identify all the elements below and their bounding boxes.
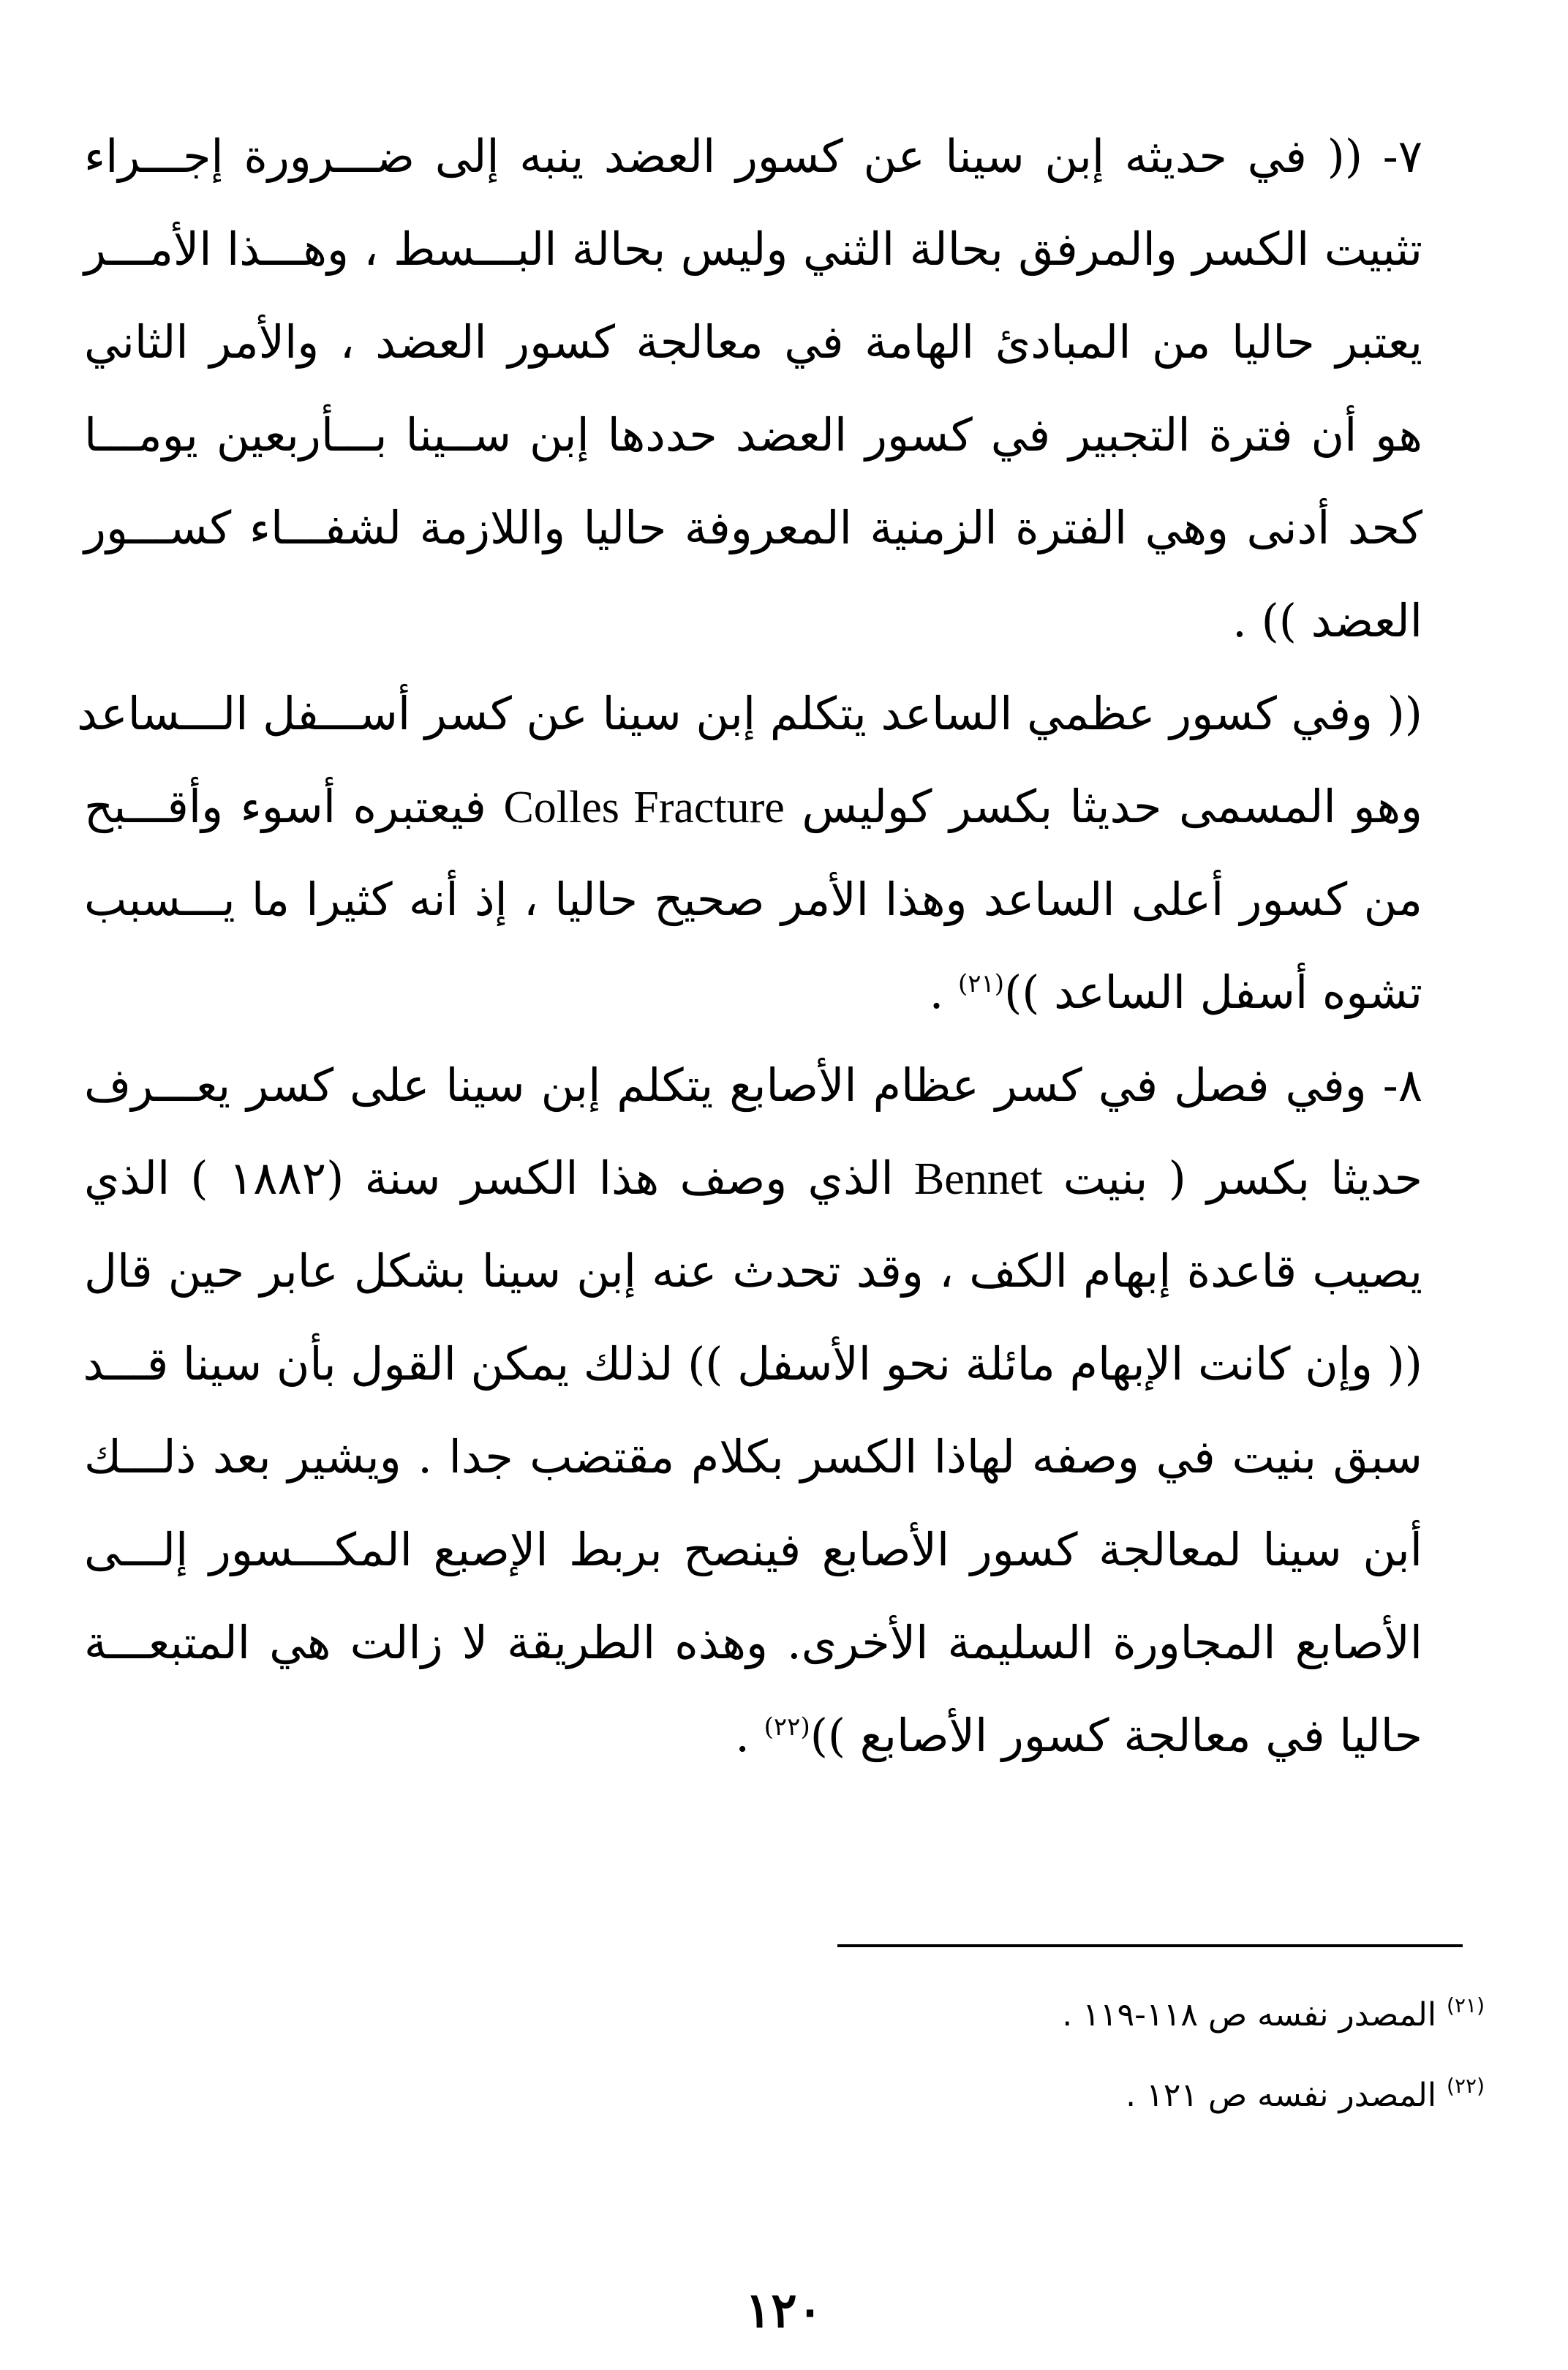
- paragraph-8: [84, 1039, 1422, 1782]
- main-text: [77, 110, 1423, 1782]
- text-segment: تشوه أسفل الساعد )): [1004, 966, 1422, 1019]
- text-line: (( وفي كسور عظمي الساعد يتكلم إبن سينا عن كسر أســـفل الـــساعد: [77, 687, 1422, 740]
- text-line: ٨- وفي فصل في كسر عظام الأصابع يتكلم إبن سينا على كسر يعـــرف: [84, 1058, 1422, 1112]
- footnote-number: (٢١): [1447, 1993, 1485, 2017]
- text-segment: فيعتبره أسوء وأقـــبح: [84, 780, 486, 833]
- text-line-with-term: [84, 760, 1422, 853]
- paragraph-7: [84, 110, 1422, 667]
- footnote-text: المصدر نفسه ص ١٢١ .: [1126, 2077, 1437, 2114]
- text-line: كحد أدنى وهي الفترة الزمنية المعروفة حاليا واللازمة لشفـــاء كســـور: [84, 501, 1422, 554]
- end-punctuation: .: [929, 966, 958, 1019]
- text-line: يصيب قاعدة إبهام الكف ، وقد تحدث عنه إبن سينا بشكل عابر حين قال: [84, 1244, 1422, 1298]
- footnote: [804, 1975, 1485, 2055]
- text-line: من كسور أعلى الساعد وهذا الأمر صحيح حاليا ، إذ أنه كثيرا ما يـــسبب: [84, 873, 1422, 926]
- footnotes: [804, 1975, 1485, 2136]
- text-line: يعتبر حاليا من المبادئ الهامة في معالجة كسور العضد ، والأمر الثاني: [84, 315, 1422, 369]
- end-punctuation: .: [735, 1709, 764, 1762]
- text-line: (( وإن كانت الإبهام مائلة نحو الأسفل )) لذلك يمكن القول بأن سينا قـــد: [83, 1337, 1422, 1391]
- footnote-reference: (٢٢): [764, 1712, 810, 1742]
- page-number: ١٢٠: [745, 2281, 823, 2339]
- text-segment: الذي وصف هذا الكسر سنة (١٨٨٢ ) الذي: [84, 1151, 894, 1205]
- text-line: الأصابع المجاورة السليمة الأخرى. وهذه الطريقة لا زالت هي المتبعـــة: [84, 1616, 1422, 1669]
- text-line: سبق بنيت في وصفه لهاذا الكسر بكلام مقتضب جدا . ويشير بعد ذلـــك: [84, 1430, 1422, 1483]
- text-line-with-footnote: [84, 1689, 1422, 1782]
- paragraph-colles-fracture: [77, 667, 1422, 1039]
- english-term-colles-fracture: Colles Fracture: [503, 783, 785, 832]
- footnote-text: المصدر نفسه ص ١١٨-١١٩ .: [1062, 1996, 1437, 2034]
- text-line: العضد )) .: [1232, 594, 1422, 647]
- footnote: [804, 2055, 1485, 2136]
- text-segment: حاليا في معالجة كسور الأصابع )): [810, 1709, 1422, 1762]
- footnote-separator: [837, 1944, 1463, 1947]
- text-segment: حديثا بكسر ( بنيت: [1063, 1151, 1423, 1205]
- text-line-with-term: [84, 1132, 1422, 1224]
- text-line: تثبيت الكسر والمرفق بحالة الثني وليس بحالة البـــسط ، وهـــذا الأمـــر: [84, 222, 1422, 276]
- english-term-bennet: Bennet: [913, 1154, 1043, 1204]
- footnote-number: (٢٢): [1447, 2074, 1485, 2098]
- text-line-with-footnote: [84, 946, 1422, 1039]
- text-line: ٧- (( في حديثه إبن سينا عن كسور العضد ينبه إلى ضـــرورة إجـــراء: [84, 129, 1422, 183]
- text-segment: وهو المسمى حديثا بكسر كوليس: [802, 780, 1422, 833]
- footnote-reference: (٢١): [958, 969, 1005, 998]
- text-line: هو أن فترة التجبير في كسور العضد حددها إبن ســينا بـــأربعين يومـــا: [84, 408, 1422, 462]
- text-line: أبن سينا لمعالجة كسور الأصابع فينصح بربط الإصبع المكـــسور إلـــى: [84, 1523, 1422, 1576]
